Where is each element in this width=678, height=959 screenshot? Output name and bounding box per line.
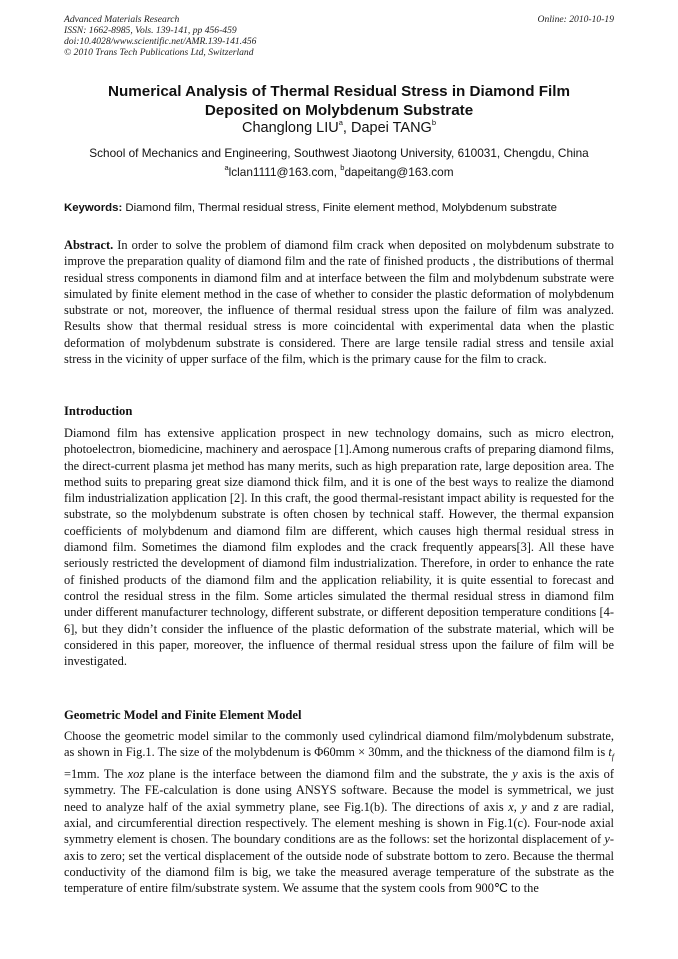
journal-name: Advanced Materials Research	[64, 14, 180, 25]
email-1-mark: a	[224, 163, 229, 173]
issn-line: ISSN: 1662-8985, Vols. 139-141, pp 456-459	[64, 25, 237, 36]
author-1: Changlong LIU	[241, 120, 339, 136]
geometric-model-heading: Geometric Model and Finite Element Model	[64, 708, 302, 722]
copyright-line: © 2010 Trans Tech Publications Ltd, Switzerland	[64, 47, 254, 58]
geo-text-3: plane is the interface between the diamond film and the substrate, the	[144, 767, 513, 782]
email-2: dapeitang@163.com	[344, 165, 454, 179]
keywords-text: Diamond film, Thermal residual stress, Finite element method, Molybdenum substrate	[122, 202, 557, 214]
var-y: y	[604, 832, 610, 847]
var-z: z	[553, 799, 559, 814]
geo-text-7: are radial, axial, and circumferential direction respectively. The element meshing is shown in Fig.1(c). Four-node axial symmetry element is chosen. The boundary conditions are as the follows: set the horizontal displacement of	[64, 799, 614, 847]
keywords	[64, 201, 620, 216]
title-line-1: Numerical Analysis of Thermal Residual Stress in Diamond Film	[108, 83, 570, 100]
email-2-mark: b	[340, 163, 345, 173]
geometric-model-text	[64, 728, 614, 896]
var-t: t	[608, 745, 612, 760]
var-y: y	[512, 767, 518, 782]
doi-line: doi:10.4028/www.scientific.net/AMR.139-141.456	[64, 36, 257, 47]
introduction-text: Diamond film has extensive application prospect in new technology domains, such as micro electron, photoelectron, biomedicine, machinery and aerospace [1].Among numerous crafts of preparing diamond films, the direct-current plasma jet method has many merits, such as high preparation rate, large deposition area. The method suits to preparing great size diamond thick film, and it is one of the best ways to realize the diamond film industrialization application [2]. In this craft, the good thermal-resistant impact ability is requested for the substrate, so the molybdenum substrate is often chosen by technical staff. However, the thermal expansion coefficients of molybdenum and diamond film are different, which causes high thermal residual stress in diamond film. Sometimes the diamond film explodes and the crack frequently appears[3]. All these have seriously restricted the development of diamond film industrialization. Therefore, in order to enhance the rate of finished products of the diamond film and the application reliability, it is quite essential to forecast and control the residual stress in the film. Some articles simulated the thermal residual stress in diamond film under different manufacturer technology, different substrate, or different deposition temperature conditions [4-6], but they didn’t consider the influence of the plastic deformation of the substrate material, which will be considered in this paper, moreover, the influence of thermal residual stress upon the failure of film will be investigated.	[64, 426, 614, 669]
title-line-2: Deposited on Molybdenum Substrate	[204, 101, 474, 119]
geo-text-8: -axis to zero; set the vertical displacement of the outside node of substrate bottom to zero. Because the thermal conductivity of the diamond film is big, we take the measured average temperature of the substrate as the temperature of entire film/substrate system. We assume that the system cools from 900℃ to the	[64, 832, 614, 896]
var-t-sub: f	[611, 752, 614, 762]
abstract-text: In order to solve the problem of diamond film crack when deposited on molybdenum substrate to improve the preparation quality of diamond film and the rate of finished products , the distributions of thermal residual stress components in diamond film and at interface between the film and molybdenum substrate were simulated by finite element method in the case of whether to consider the plastic deformation of molybdenum substrate or not, moreover, the influence of thermal residual stress upon the failure of film was analyzed. Results show that thermal residual stress is more coincidental with experimental data when the plastic deformation of molybdenum substrate is considered. There are large tensile radial stress and tensile axial stress in the vicinity of upper surface of the film, which is the primary cause for the film to crack.	[64, 238, 614, 367]
author-emails	[40, 165, 638, 180]
author-2: Dapei TANG	[350, 120, 432, 136]
author-list	[40, 119, 638, 137]
geo-text-5: ,	[513, 799, 522, 814]
var-xoz: xoz	[127, 767, 145, 782]
introduction-heading: Introduction	[64, 404, 133, 418]
author-1-mark: a	[338, 118, 343, 128]
keywords-label: Keywords:	[64, 202, 123, 214]
geo-text-6: and	[526, 799, 554, 814]
paper-title	[40, 83, 638, 120]
journal-header	[64, 14, 614, 58]
author-separator: ,	[342, 120, 351, 136]
abstract-label: Abstract.	[64, 238, 114, 252]
geo-text-2: =1mm. The	[64, 767, 128, 782]
var-x: x	[508, 799, 514, 814]
affiliation: School of Mechanics and Engineering, Southwest Jiaotong University, 610031, Chengdu, China	[89, 146, 589, 160]
online-date: Online: 2010-10-19	[537, 14, 614, 25]
email-1: lclan1111@163.com,	[228, 165, 341, 179]
author-2-mark: b	[431, 118, 436, 128]
abstract	[64, 237, 614, 367]
var-y: y	[521, 799, 527, 814]
geo-text-4: axis is the axis of symmetry. The FE-calculation is done using ANSYS software. Because the model is symmetrical, we just need to analyze half of the axial symmetry plane, see Fig.1(b). The directions of axis	[64, 767, 614, 814]
geo-text-1: Choose the geometric model similar to the commonly used cylindrical diamond film/molybdenum substrate, as shown in Fig.1. The size of the molybdenum is Φ60mm × 30mm, and the thickness of the diamond film is	[64, 729, 614, 760]
